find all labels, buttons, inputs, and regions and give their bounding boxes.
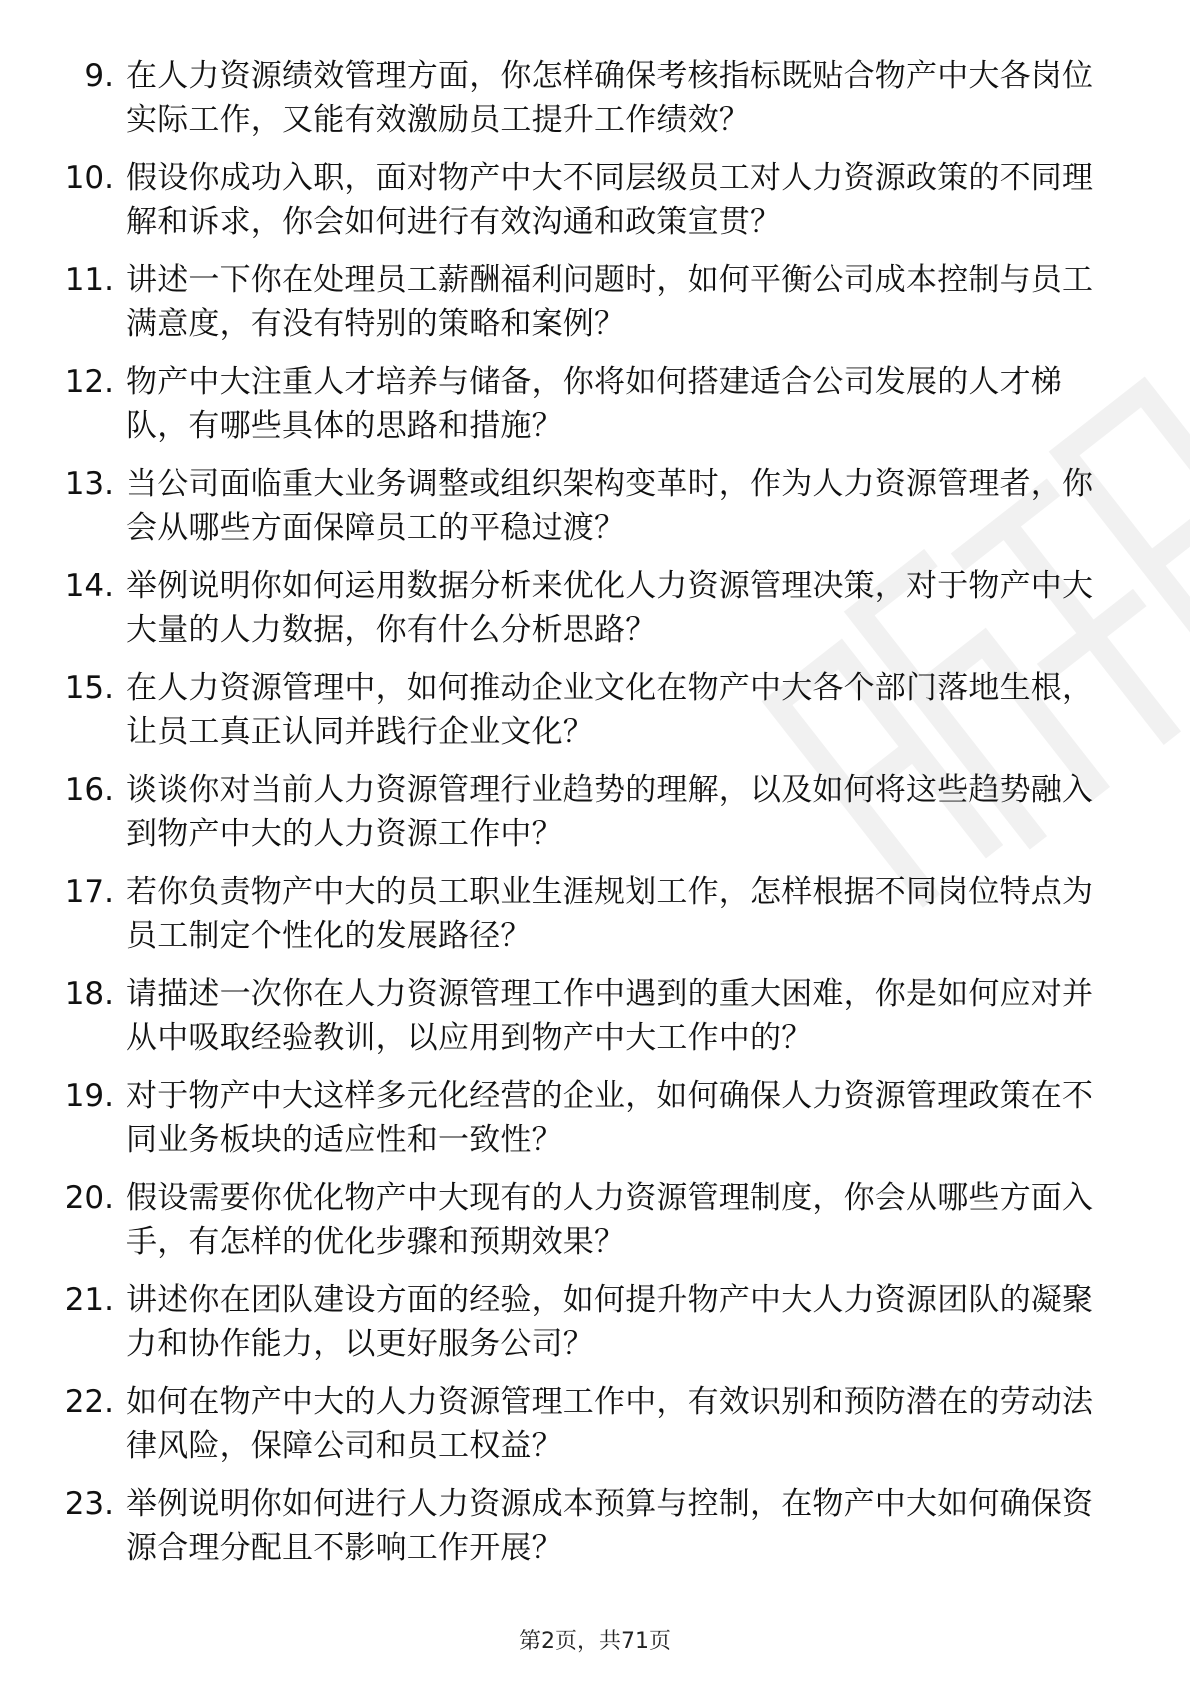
- question-number: 23.: [64, 1486, 114, 1522]
- question-text: 当公司面临重大业务调整或组织架构变革时，作为人力资源管理者，你会从哪些方面保障员工的平稳过渡？: [126, 466, 1094, 546]
- question-text: 假设你成功入职，面对物产中大不同层级员工对人力资源政策的不同理解和诉求，你会如何进行有效沟通和政策宣贯？: [126, 160, 1094, 240]
- question-item: [0, 54, 1190, 156]
- question-number: 16.: [64, 772, 114, 808]
- question-number: 20.: [64, 1180, 114, 1216]
- question-text: 在人力资源管理中，如何推动企业文化在物产中大各个部门落地生根，让员工真正认同并践行企业文化？: [126, 670, 1094, 750]
- question-text: 若你负责物产中大的员工职业生涯规划工作，怎样根据不同岗位特点为员工制定个性化的发展路径？: [126, 874, 1094, 954]
- question-text: 对于物产中大这样多元化经营的企业，如何确保人力资源管理政策在不同业务板块的适应性和一致性？: [126, 1078, 1094, 1158]
- question-number: 11.: [64, 262, 114, 298]
- question-number: 13.: [64, 466, 114, 502]
- question-number: 19.: [64, 1078, 114, 1114]
- question-item: [0, 462, 1190, 564]
- question-item: [0, 666, 1190, 768]
- question-item: [0, 1176, 1190, 1278]
- question-number: 17.: [64, 874, 114, 910]
- question-item: [0, 870, 1190, 972]
- question-list: [0, 54, 1190, 1584]
- question-number: 14.: [64, 568, 114, 604]
- question-item: [0, 258, 1190, 360]
- question-number: 21.: [64, 1282, 114, 1318]
- question-item: [0, 1482, 1190, 1584]
- question-number: 9.: [84, 58, 114, 94]
- question-text: 在人力资源绩效管理方面，你怎样确保考核指标既贴合物产中大各岗位实际工作，又能有效激励员工提升工作绩效？: [126, 58, 1094, 138]
- question-number: 15.: [64, 670, 114, 706]
- question-number: 12.: [64, 364, 114, 400]
- question-text: 举例说明你如何进行人力资源成本预算与控制，在物产中大如何确保资源合理分配且不影响工作开展？: [126, 1486, 1094, 1566]
- question-text: 如何在物产中大的人力资源管理工作中，有效识别和预防潜在的劳动法律风险，保障公司和员工权益？: [126, 1384, 1094, 1464]
- question-item: [0, 564, 1190, 666]
- question-text: 讲述一下你在处理员工薪酬福利问题时，如何平衡公司成本控制与员工满意度，有没有特别的策略和案例？: [126, 262, 1094, 342]
- page-footer: 第2页，共71页: [519, 1629, 671, 1654]
- question-text: 谈谈你对当前人力资源管理行业趋势的理解，以及如何将这些趋势融入到物产中大的人力资源工作中？: [126, 772, 1094, 852]
- question-text: 请描述一次你在人力资源管理工作中遇到的重大困难，你是如何应对并从中吸取经验教训，以应用到物产中大工作中的？: [126, 976, 1094, 1056]
- question-item: [0, 972, 1190, 1074]
- question-text: 举例说明你如何运用数据分析来优化人力资源管理决策，对于物产中大大量的人力数据，你有什么分析思路？: [126, 568, 1094, 648]
- question-text: 讲述你在团队建设方面的经验，如何提升物产中大人力资源团队的凝聚力和协作能力，以更好服务公司？: [126, 1282, 1094, 1362]
- question-item: [0, 156, 1190, 258]
- question-item: [0, 1074, 1190, 1176]
- question-number: 10.: [64, 160, 114, 196]
- question-item: [0, 360, 1190, 462]
- question-item: [0, 1278, 1190, 1380]
- question-number: 22.: [64, 1384, 114, 1420]
- question-number: 18.: [64, 976, 114, 1012]
- question-item: [0, 1380, 1190, 1482]
- question-text: 物产中大注重人才培养与储备，你将如何搭建适合公司发展的人才梯队，有哪些具体的思路和措施？: [126, 364, 1062, 444]
- question-item: [0, 768, 1190, 870]
- question-text: 假设需要你优化物产中大现有的人力资源管理制度，你会从哪些方面入手，有怎样的优化步骤和预期效果？: [126, 1180, 1094, 1260]
